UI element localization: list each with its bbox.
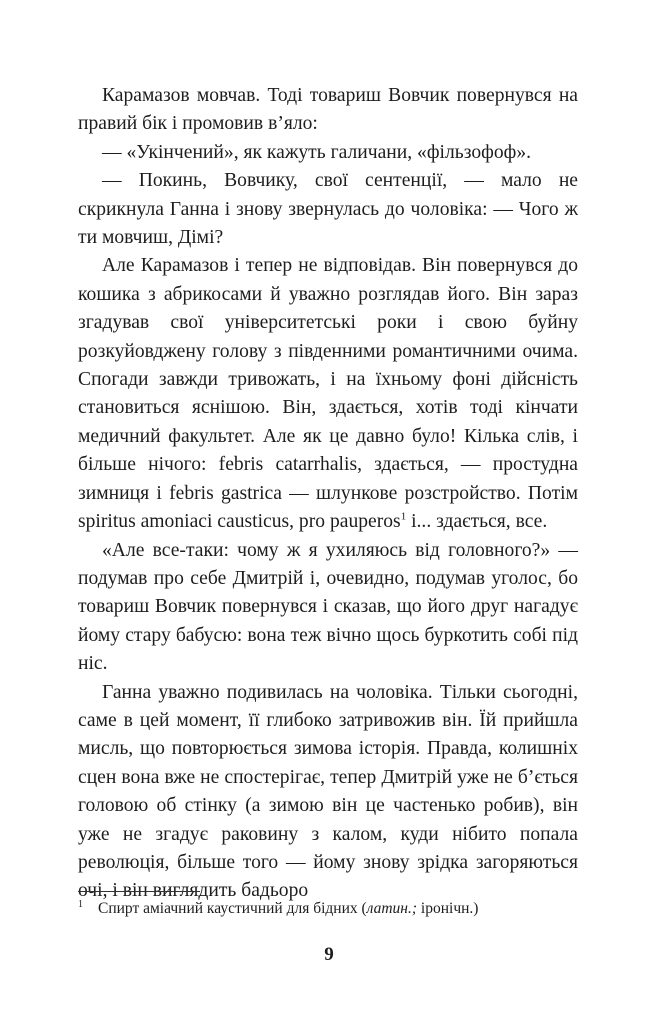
paragraph-4 [78, 252, 578, 536]
footnote-text-before: Спирт аміачний каустичний для бідних ( [98, 900, 367, 917]
paragraph-6: Ганна уважно подивилась на чоловіка. Тільки сьогодні, саме в цей момент, її глибоко затривожив він. Їй прийшла мисль, що повторюється зимова історія. Правда, колишніх сцен вона вже не спостерігає, тепер Дмитрій уже не б’ється головою об стінку (а зимою він це частенько робив), він уже не згадує раковину з калом, куди нібито попала революція, більше того — йому знову зрідка загоряються очі, і він виглядить бадьоро [78, 681, 578, 902]
paragraph-4-tail: і... здається, все. [406, 511, 548, 533]
paragraph-4-text: Але Карамазов і тепер не відповідав. Він повернувся до кошика з абрикосами й уважно розглядав його. Він зараз згадував свої університетські роки і свою буйну розкуйовджену голову з південними романтичними очима. Спогади завжди тривожать, і на їхньому фоні дійсність становиться яснішою. Він, здається, хотів тоді кінчати медичний факультет. Але як це давно було! Кілька слів, і більше нічого: febris catarrhalis, здається, — простудна зимниця і febris gastrica — шлункове розстройство. Потім spiritus amoniaci causticus, pro pauperos [78, 255, 578, 533]
footnote-text-italic: латин.; [366, 900, 418, 917]
page-number: 9 [324, 944, 334, 965]
paragraph-2: — «Укінчений», як кажуть галичани, «фільзофоф». [102, 141, 532, 163]
paragraph-1: Карамазов мовчав. Тоді товариш Вовчик повернувся на правий бік і промовив в’яло: [78, 85, 578, 135]
footnote-reference: 1 [400, 510, 407, 523]
paragraph-5: «Але все-таки: чому ж я ухиляюсь від головного?» — подумав про себе Дмитрій і, очевидно, подумав уголос, бо товариш Вовчик повернувся і сказав, що його друг нагадує йому стару бабусю: вона теж вічно щось буркотить собі під ніс. [78, 539, 578, 675]
paragraph-3: — Покинь, Вовчику, свої сентенції, — мало не скрикнула Ганна і знову звернулась до чоловіка: — Чого ж ти мовчиш, Дімі? [78, 170, 578, 249]
footnote: 1 Спирт аміачний каустичний для бідних (латин.; іронічн.) [78, 898, 479, 917]
footnote-text-after: іронічн.) [417, 900, 479, 917]
page-body [78, 82, 578, 906]
footnote-divider [78, 891, 200, 892]
